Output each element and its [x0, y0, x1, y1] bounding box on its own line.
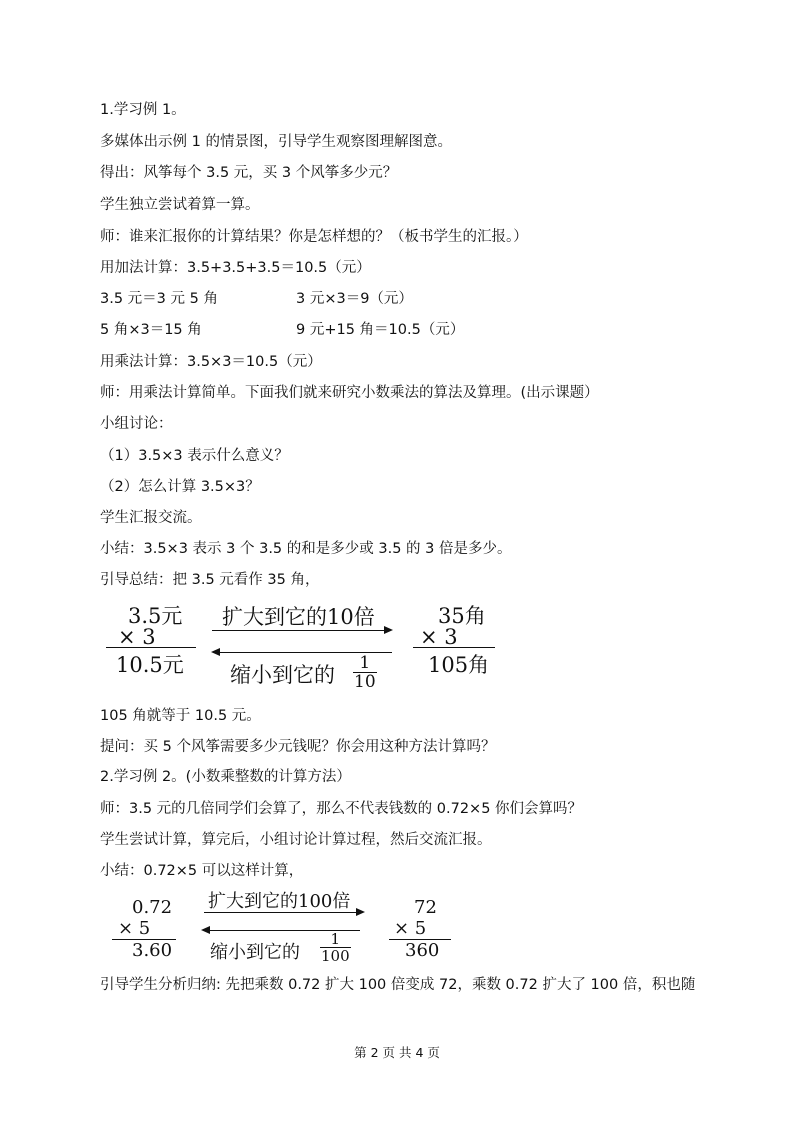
calc1-frac-den: 10 — [354, 672, 376, 692]
text-line-18: 提问：买 5 个风筝需要多少元钱呢？你会用这种方法计算吗？ — [100, 739, 496, 755]
calc1-left-rule — [106, 647, 196, 648]
calc1-arrow-right — [212, 630, 384, 631]
calc1-fraction — [353, 655, 377, 691]
calc2-fraction — [320, 932, 351, 964]
calc2-right-mult: × 5 — [394, 918, 427, 939]
calc1-right-top: 35角 — [438, 604, 486, 628]
calc2-arrow-bottom-label: 缩小到它的 — [210, 942, 300, 963]
calc2-right-top: 72 — [414, 897, 437, 918]
text-line-14: 学生汇报交流。 — [100, 510, 202, 526]
text-line-1: 1.学习例 1。 — [100, 102, 186, 118]
text-line-17: 105 角就等于 10.5 元。 — [100, 708, 261, 724]
text-line-7b: 3 元×3＝9（元） — [296, 291, 413, 307]
calc1-right-rule — [413, 647, 495, 648]
calc1-arrow-top-label: 扩大到它的10倍 — [222, 605, 375, 629]
calc2-frac-den: 100 — [321, 947, 350, 965]
text-line-10: 师：用乘法计算简单。下面我们就来研究小数乘法的算法及算理。(出示课题） — [100, 385, 599, 401]
calc1-arrow-bottom-label: 缩小到它的 — [230, 663, 335, 687]
page-footer: 第 2 页 共 4 页 — [354, 1045, 440, 1060]
text-line-7a: 3.5 元＝3 元 5 角 — [100, 291, 218, 307]
text-line-22: 小结：0.72×5 可以这样计算， — [100, 863, 304, 879]
arrow-right-icon — [384, 626, 393, 634]
text-line-16: 引导总结：把 3.5 元看作 35 角， — [100, 572, 320, 588]
text-line-21: 学生尝试计算，算完后，小组讨论计算过程，然后交流汇报。 — [100, 832, 492, 848]
calc2-frac-num: 1 — [330, 930, 341, 948]
arrow-right-icon — [356, 908, 365, 916]
text-line-3: 得出：风筝每个 3.5 元，买 3 个风筝多少元？ — [100, 165, 398, 181]
text-line-2: 多媒体出示例 1 的情景图，引导学生观察图理解图意。 — [100, 134, 452, 150]
calc1-left-result: 10.5元 — [116, 653, 184, 677]
calc1-left-mult: × 3 — [118, 625, 156, 649]
calc2-arrow-right — [204, 912, 356, 913]
text-line-13: （2）怎么计算 3.5×3？ — [100, 479, 260, 495]
arrow-left-icon — [211, 648, 220, 656]
calc1-left-top: 3.5元 — [128, 604, 183, 628]
text-line-8b: 9 元+15 角＝10.5（元） — [296, 322, 465, 338]
text-line-5: 师：谁来汇报你的计算结果？你是怎样想的？（板书学生的汇报。） — [100, 229, 528, 245]
text-line-8a: 5 角×3＝15 角 — [100, 322, 202, 338]
calc2-left-result: 3.60 — [132, 940, 173, 961]
text-line-15: 小结：3.5×3 表示 3 个 3.5 的和是多少或 3.5 的 3 倍是多少。 — [100, 541, 512, 557]
text-line-4: 学生独立尝试着算一算。 — [100, 197, 260, 213]
calc1-right-result: 105角 — [428, 653, 490, 677]
text-line-20: 师：3.5 元的几倍同学们会算了，那么不代表钱数的 0.72×5 你们会算吗？ — [100, 801, 583, 817]
text-line-6: 用加法计算：3.5+3.5+3.5＝10.5（元） — [100, 260, 371, 276]
calc2-left-top: 0.72 — [132, 897, 173, 918]
text-line-11: 小组讨论： — [100, 416, 173, 432]
calc1-right-mult: × 3 — [420, 625, 458, 649]
text-line-23: 引导学生分析归纳: 先把乘数 0.72 扩大 100 倍变成 72，乘数 0.72 扩大了 100 倍，积也随 — [100, 977, 696, 993]
calc2-arrow-top-label: 扩大到它的100倍 — [208, 891, 351, 912]
calc2-right-result: 360 — [405, 940, 440, 961]
calc2-left-mult: × 5 — [118, 918, 151, 939]
text-line-12: （1）3.5×3 表示什么意义？ — [100, 448, 289, 464]
text-line-19: 2.学习例 2。(小数乘整数的计算方法） — [100, 769, 351, 785]
arrow-left-icon — [201, 926, 210, 934]
calc1-frac-num: 1 — [359, 653, 371, 673]
text-line-9: 用乘法计算：3.5×3＝10.5（元） — [100, 354, 322, 370]
